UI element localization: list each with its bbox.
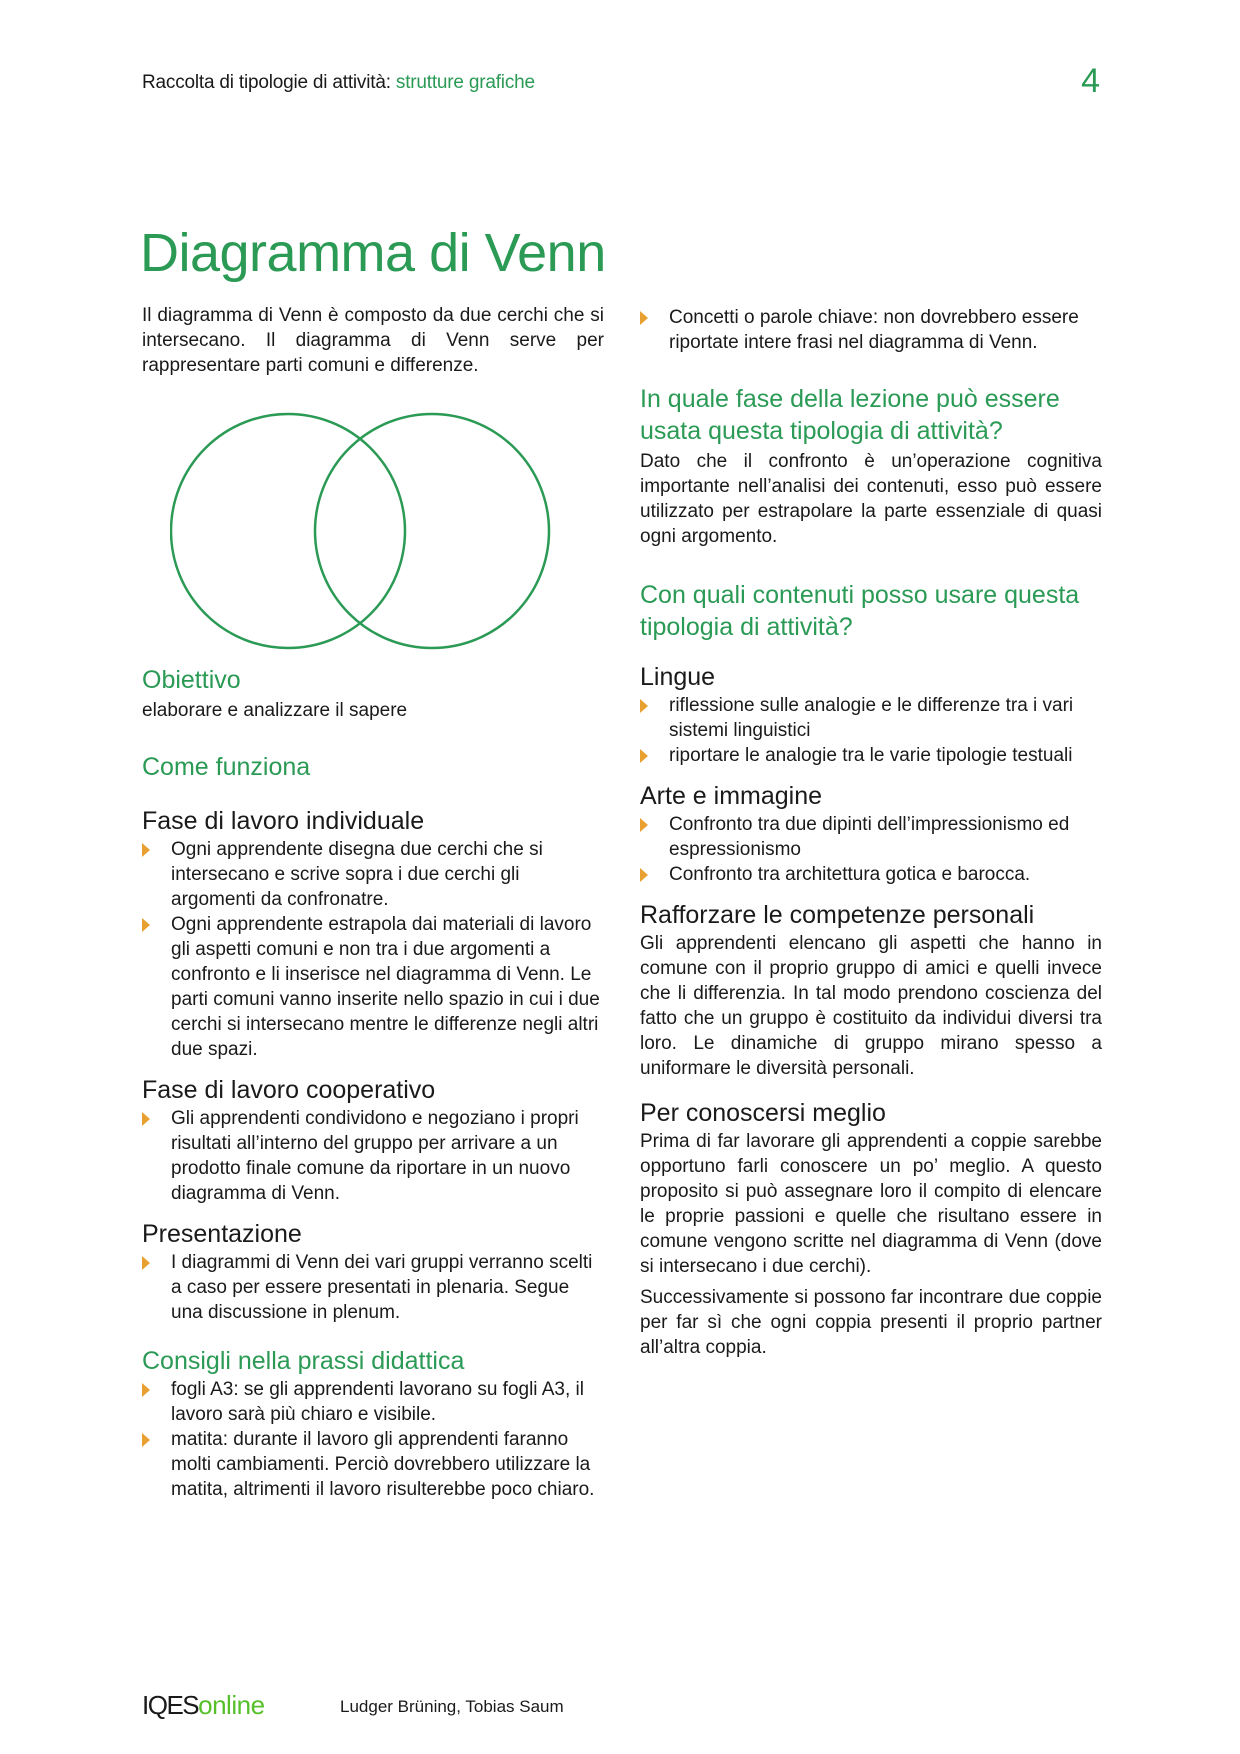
section-title-arte: Arte e immagine xyxy=(640,782,823,810)
intro-paragraph: Il diagramma di Venn è composto da due cerchi che si intersecano. Il diagramma di Venn serve per rappresentare parti comuni e differenze. xyxy=(142,305,604,376)
list-item: fogli A3: se gli apprendenti lavorano su fogli A3, il lavoro sarà più chiaro e visibile. xyxy=(142,1377,604,1427)
lingue-list xyxy=(640,693,1102,768)
phase-title-presentazione: Presentazione xyxy=(142,1220,302,1248)
list-item: Ogni apprendente estrapola dai materiali di lavoro gli aspetti comuni e non tra i due argomenti a confronto e li inserisce nel diagramma di Venn. Le parti comuni vanno inserite nello spazio in cui i due cerchi si intersecano mentre le differenze negli altri due spazi. xyxy=(142,912,604,1062)
list-item: Ogni apprendente disegna due cerchi che si intersecano e scrive sopra i due cerchi gli argomenti da confronatre. xyxy=(142,837,604,912)
list-item: Confronto tra architettura gotica e barocca. xyxy=(640,862,1102,887)
bullet-arrow-icon xyxy=(640,699,648,713)
list-item: Gli apprendenti condividono e negoziano i propri risultati all’interno del gruppo per arrivare a un prodotto finale comune da riportare in un nuovo diagramma di Venn. xyxy=(142,1106,604,1206)
phase-list-cooperativo xyxy=(142,1106,604,1206)
bullet-arrow-icon xyxy=(142,1433,150,1447)
consigli-list xyxy=(142,1377,604,1502)
bullet-arrow-icon xyxy=(142,1256,150,1270)
list-item: riflessione sulle analogie e le differenze tra i vari sistemi linguistici xyxy=(640,693,1102,743)
intro-block xyxy=(142,303,604,378)
running-header xyxy=(142,72,535,94)
bullet-arrow-icon xyxy=(640,868,648,882)
bullet-arrow-icon xyxy=(142,843,150,857)
bullet-arrow-icon xyxy=(142,1383,150,1397)
list-item: matita: durante il lavoro gli apprendenti faranno molti cambiamenti. Perciò dovrebbero utilizzare la matita, altrimenti il lavoro risulterebbe poco chiaro. xyxy=(142,1427,604,1502)
bullet-arrow-icon xyxy=(640,818,648,832)
venn-diagram xyxy=(170,405,590,655)
bullet-arrow-icon xyxy=(640,311,648,325)
list-item: Confronto tra due dipinti dell’impressionismo ed espressionismo xyxy=(640,812,1102,862)
rafforzare-title: Rafforzare le competenze personali xyxy=(640,901,1035,929)
phase-list-individuale xyxy=(142,837,604,1062)
contenuti-heading: Con quali contenuti posso usare questa tipologia di attività? xyxy=(640,581,1080,641)
phase-title-cooperativo: Fase di lavoro cooperativo xyxy=(142,1076,436,1104)
consigli-heading: Consigli nella prassi didattica xyxy=(142,1347,465,1375)
footer-authors: Ludger Brüning, Tobias Saum xyxy=(340,1697,564,1716)
fase-lezione-heading: In quale fase della lezione può essere usata questa tipologia di attività? xyxy=(640,385,1060,445)
conoscersi-paragraph-1: Prima di far lavorare gli apprendenti a coppie sarebbe opportuno farli conoscere un po’ meglio. A questo proposito si può assegnare loro il compito di elencare le proprie passioni e quelle che risultano essere in comune vengono scritte nel diagramma di Venn (dove si intersecano i due cerchi). xyxy=(640,1131,1102,1277)
arte-list xyxy=(640,812,1102,887)
page-number: 4 xyxy=(1081,62,1100,100)
list-item: I diagrammi di Venn dei vari gruppi verranno scelti a caso per essere presentati in plenaria. Segue una discussione in plenum. xyxy=(142,1250,604,1325)
list-item: riportare le analogie tra le varie tipologie testuali xyxy=(640,743,1102,768)
series-subtitle: strutture grafiche xyxy=(395,72,535,93)
phase-title-individuale: Fase di lavoro individuale xyxy=(142,807,425,835)
conoscersi-paragraph-2: Successivamente si possono far incontrare due coppie per far sì che ogni coppia presenti il proprio partner all’altra coppia. xyxy=(640,1287,1102,1358)
page-title: Diagramma di Venn xyxy=(140,223,606,283)
bullet-arrow-icon xyxy=(142,1112,150,1126)
series-title: Raccolta di tipologie di attività: xyxy=(142,72,391,93)
section-title-lingue: Lingue xyxy=(640,663,716,691)
obiettivo-text: elaborare e analizzare il sapere xyxy=(142,700,408,721)
iqes-logo: IQESonline xyxy=(142,1690,265,1720)
left-column xyxy=(142,664,604,1502)
rafforzare-text: Gli apprendenti elencano gli aspetti che hanno in comune con il proprio gruppo di amici e quelli invece che li differenzia. In tal modo prendono coscienza del fatto che un gruppo è costituito da individui diversi tra loro. Le dinamiche di gruppo mirano spesso a uniformare le diversità personali. xyxy=(640,933,1102,1079)
bullet-arrow-icon xyxy=(142,918,150,932)
come-funziona-heading: Come funziona xyxy=(142,753,311,781)
right-column xyxy=(640,305,1102,1360)
fase-lezione-text: Dato che il confronto è un’operazione cognitiva importante nell’analisi dei contenuti, esso può essere utilizzato per estrapolare la parte essenziale di quasi ogni argomento. xyxy=(640,451,1102,547)
obiettivo-heading: Obiettivo xyxy=(142,666,241,694)
bullet-arrow-icon xyxy=(640,749,648,763)
venn-left-circle xyxy=(171,414,405,648)
consigli-list-continued xyxy=(640,305,1102,355)
conoscersi-title: Per conoscersi meglio xyxy=(640,1099,886,1127)
venn-right-circle xyxy=(315,414,549,648)
phase-list-presentazione xyxy=(142,1250,604,1325)
list-item: Concetti o parole chiave: non dovrebbero essere riportate intere frasi nel diagramma di Venn. xyxy=(640,305,1102,355)
